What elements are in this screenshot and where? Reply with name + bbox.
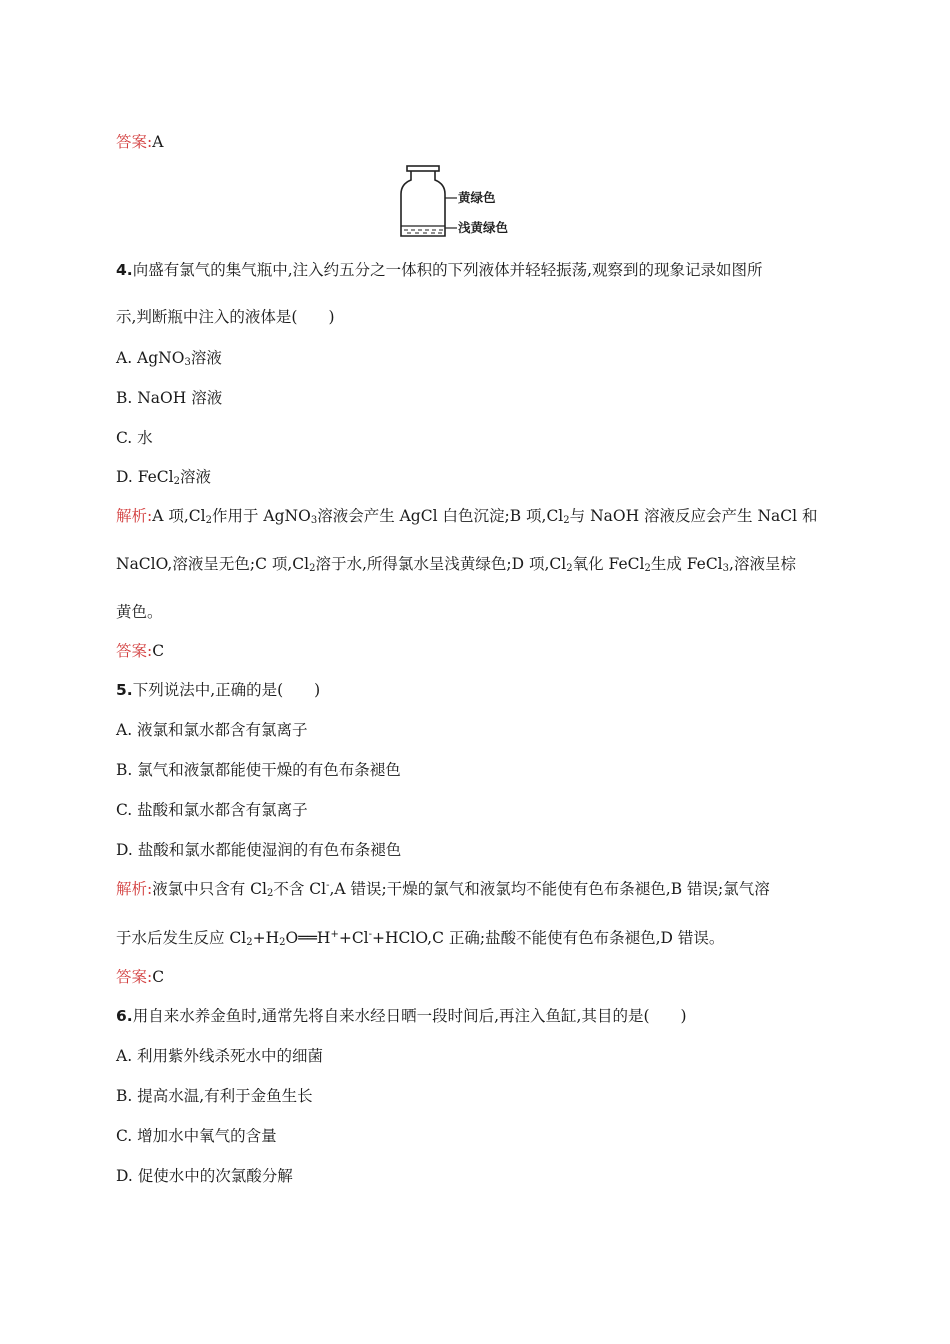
question-5-stem: 5.下列说法中,正确的是( ) xyxy=(116,681,321,699)
answer-value: C xyxy=(152,642,165,660)
question-4-stem-line1: 4.向盛有氯气的集气瓶中,注入约五分之一体积的下列液体并轻轻振荡,观察到的现象记录如图所 xyxy=(116,261,763,279)
answer-value: C xyxy=(152,968,165,986)
analysis-label: 解析: xyxy=(116,880,153,898)
q5-option-b: B. 氯气和液氯都能使干燥的有色布条褪色 xyxy=(116,761,401,779)
q4-analysis-line1: 解析:A 项$,Cl_2$作用于 AgNO$_3$溶液会产生 AgCl 白色沉淀;B 项$,Cl_2$与 NaOH 溶液反应会产生 NaCl 和 xyxy=(116,507,818,526)
answer-label: 答案: xyxy=(116,968,153,986)
q5-option-a: A. 液氯和氯水都含有氯离子 xyxy=(116,721,308,739)
q4-analysis-line2: NaClO,溶液呈无色;C 项$,Cl_2$溶于水,所得氯水呈浅黄绿色;D 项$,Cl_2$氧化 FeCl$_2$生成 FeCl$_3$,溶液呈棕 xyxy=(116,555,796,574)
q6-option-c: C. 增加水中氧气的含量 xyxy=(116,1127,277,1145)
q6-option-a: A. 利用紫外线杀死水中的细菌 xyxy=(116,1047,324,1065)
q6-option-d: D. 促使水中的次氯酸分解 xyxy=(116,1167,293,1185)
q5-analysis-line2: 于水后发生反应 $Cl_2+H_2O══H^++Cl^-+HClO,C$ 正确;盐酸不能使有色布条褪色,D 错误。 xyxy=(116,929,725,948)
q4-answer xyxy=(116,641,164,661)
equals-arrow: ══ xyxy=(298,929,317,947)
figure-label-liquid: 浅黄绿色 xyxy=(458,220,509,235)
answer-line xyxy=(116,132,163,152)
q6-option-b: B. 提高水温,有利于金鱼生长 xyxy=(116,1087,313,1105)
figure-label-gas: 黄绿色 xyxy=(458,190,496,205)
question-4-stem-line2: 示,判断瓶中注入的液体是( ) xyxy=(116,308,335,326)
answer-label: 答案: xyxy=(116,642,153,660)
q4-option-a: A. AgNO$_3$溶液 xyxy=(116,349,222,368)
q5-analysis-line1: 解析:液氯中只含有 $Cl_2$不含 Cl-,A 错误;干燥的氯气和液氯均不能使有色布条褪色,B 错误;氯气溶 xyxy=(116,880,770,899)
analysis-label: 解析: xyxy=(116,507,153,525)
q5-answer xyxy=(116,967,164,987)
q5-option-d: D. 盐酸和氯水都能使湿润的有色布条褪色 xyxy=(116,841,402,859)
gas-bottle-figure xyxy=(395,160,545,242)
q5-option-c: C. 盐酸和氯水都含有氯离子 xyxy=(116,801,308,819)
q4-analysis-line3: 黄色。 xyxy=(116,603,163,621)
question-6-stem: 6.用自来水养金鱼时,通常先将自来水经日晒一段时间后,再注入鱼缸,其目的是( ) xyxy=(116,1007,687,1025)
question-number: 6. xyxy=(116,1007,133,1025)
question-number: 4. xyxy=(116,261,133,279)
answer-value: A xyxy=(152,133,164,151)
q4-option-c: C. 水 xyxy=(116,429,153,447)
q4-option-b: B. NaOH 溶液 xyxy=(116,389,223,407)
question-number: 5. xyxy=(116,681,133,699)
q4-option-d: D. FeCl$_2$溶液 xyxy=(116,468,212,487)
answer-label: 答案: xyxy=(116,133,153,151)
